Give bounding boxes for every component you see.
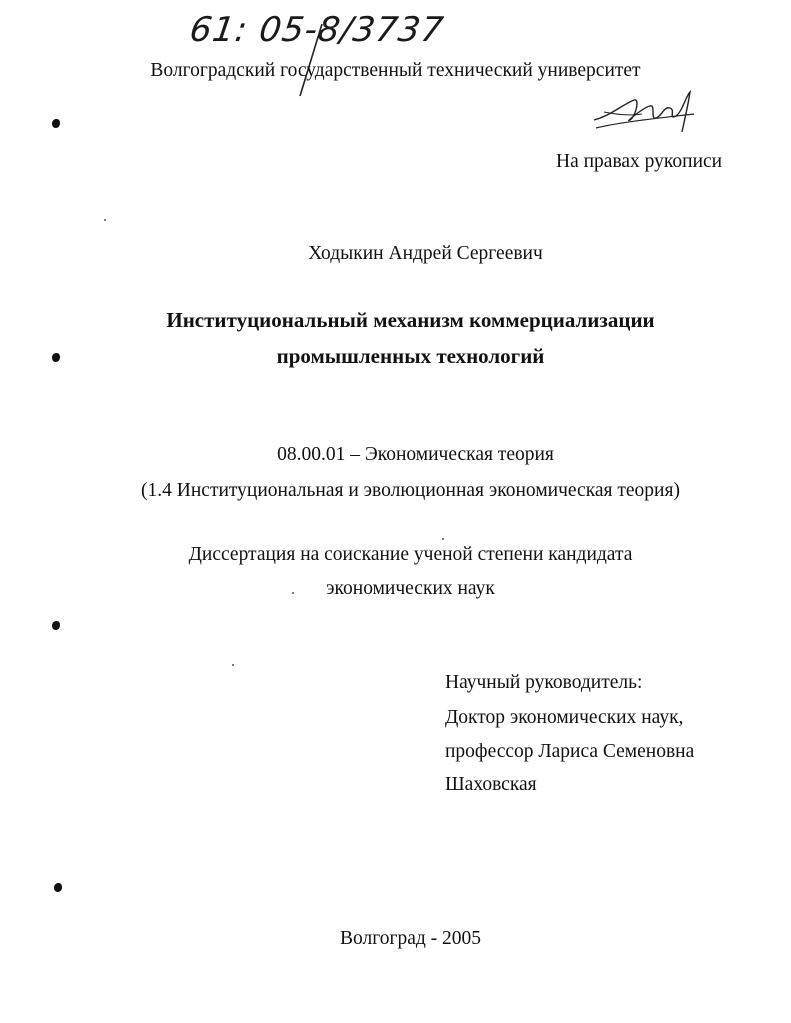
city-year: Волгоград - 2005 [339,928,482,949]
supervisor-title: профессор Лариса Семеновна [445,741,695,762]
specialty-code: 08.00.01 – Экономическая теория [277,444,554,465]
scan-speck [104,219,106,221]
specialty-detail: (1.4 Институциональная и эволюционная экономическая теория) [141,480,680,501]
binder-hole [52,621,60,630]
dissertation-title-line2: промышленных технологий [276,344,545,368]
degree-line1: Диссертация на соискание ученой степени кандидата [188,544,633,565]
signature-icon [590,86,700,136]
dissertation-title-line1: Институциональный механизм коммерциализации [166,308,655,332]
author-name: Ходыкин Андрей Сергеевич [308,243,543,264]
archive-number: 61: 05-8/3737 [187,10,447,50]
supervisor-surname: Шаховская [445,774,537,795]
binder-hole [52,353,60,362]
supervisor-label: Научный руководитель: [445,672,643,693]
university-name: Волгоградский государственный технический университет [150,60,641,81]
supervisor-degree: Доктор экономических наук, [445,707,684,728]
manuscript-note: На правах рукописи [556,151,723,172]
binder-hole [52,119,60,128]
degree-line2: экономических наук [326,578,495,599]
scan-speck [442,538,444,540]
binder-hole [54,883,62,892]
scan-speck [292,592,294,594]
scan-speck [232,664,234,666]
